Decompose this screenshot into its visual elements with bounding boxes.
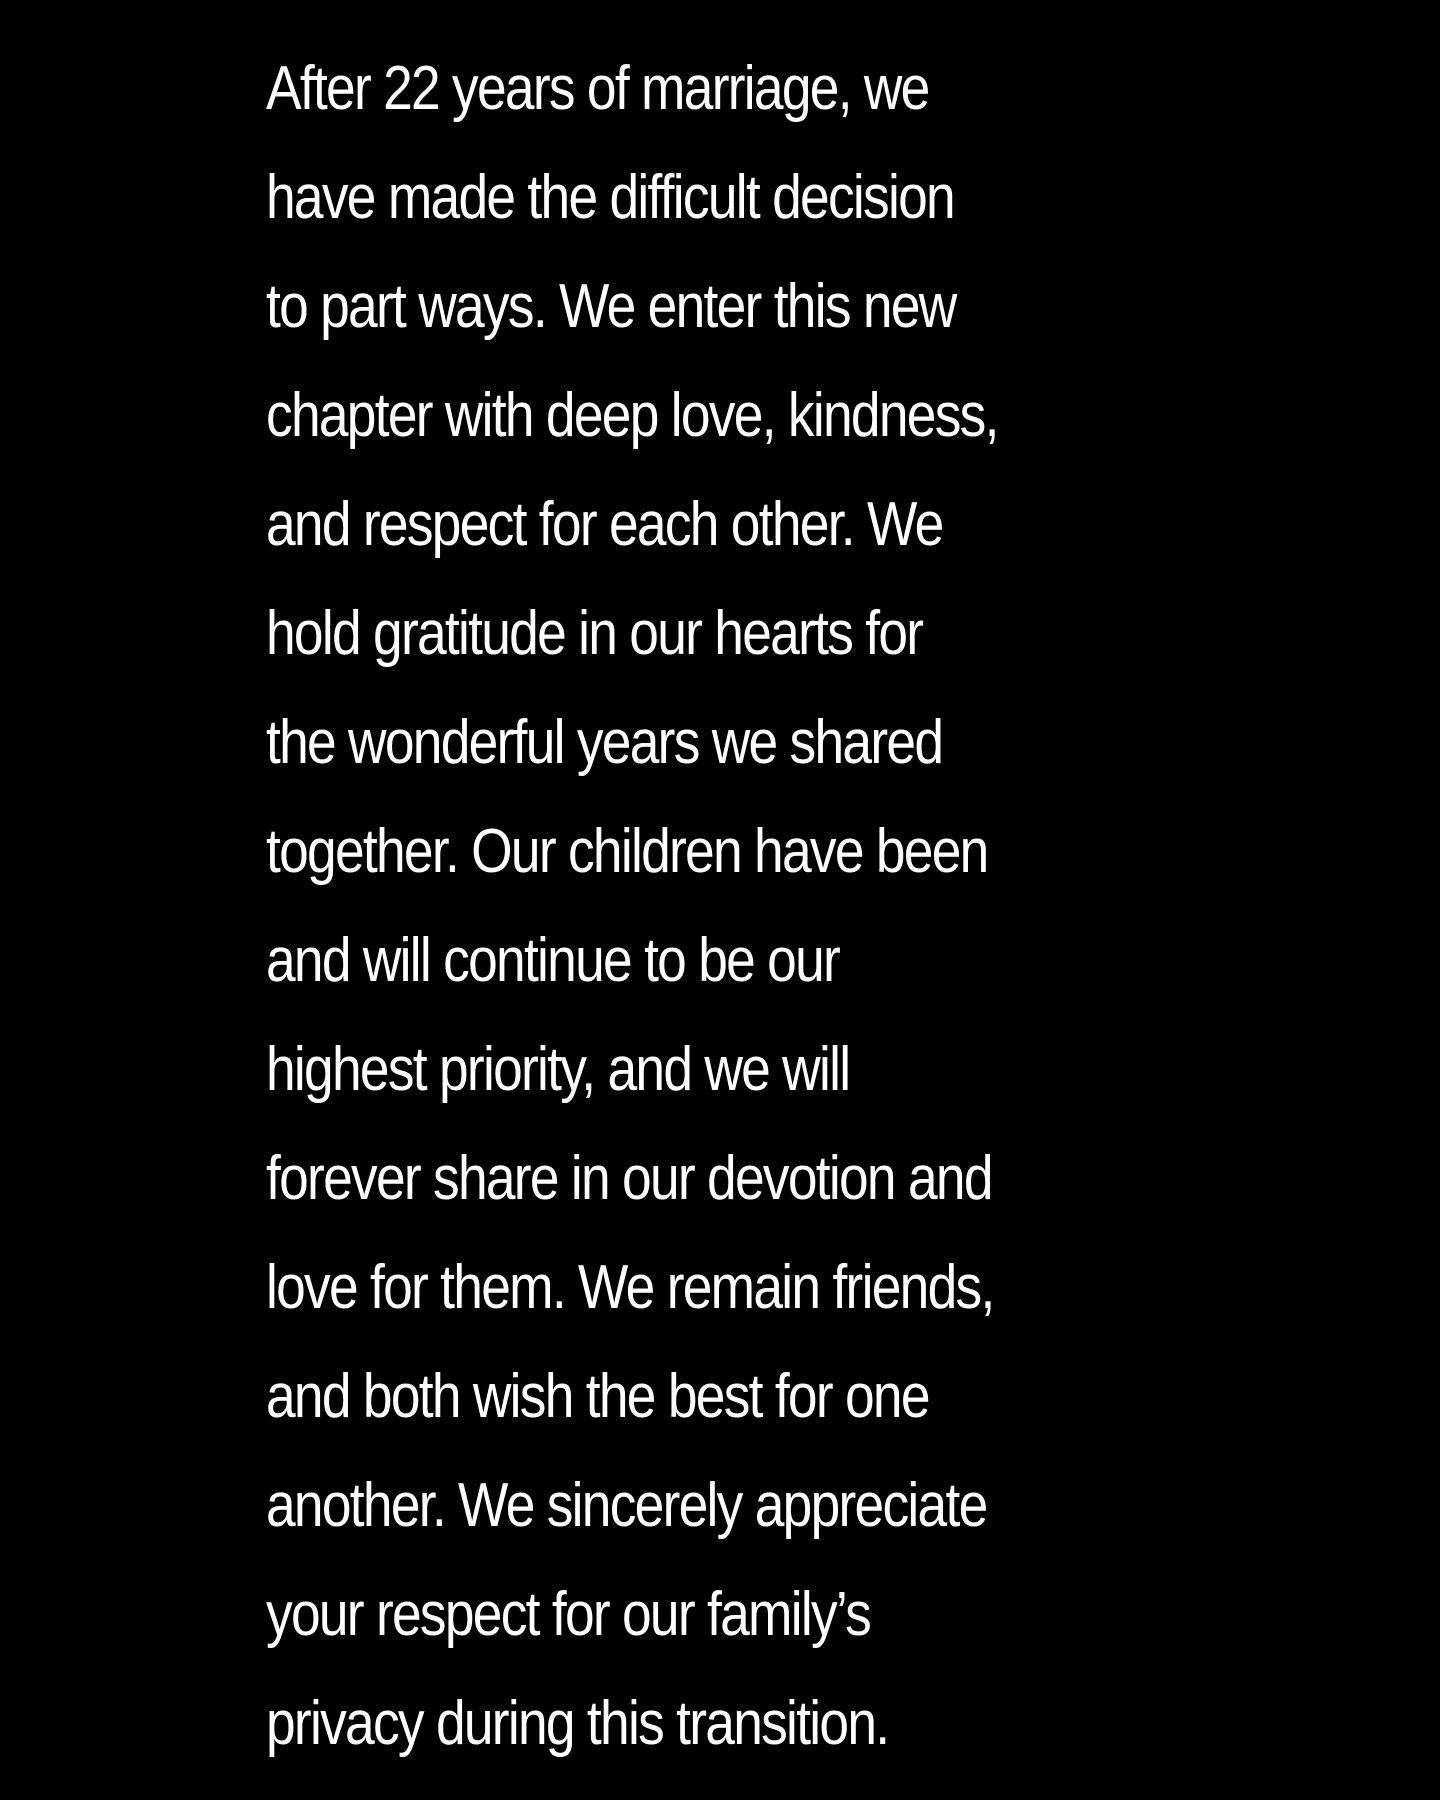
statement-line: your respect for our family’s — [266, 1580, 871, 1649]
statement-line: After 22 years of marriage, we — [266, 54, 929, 123]
statement-line: highest priority, and we will — [266, 1035, 850, 1104]
statement-line: to part ways. We enter this new — [266, 272, 956, 341]
statement-line: the wonderful years we shared — [266, 708, 943, 777]
statement-line: love for them. We remain friends, — [266, 1253, 994, 1322]
statement-line: and respect for each other. We — [266, 490, 943, 559]
statement-line: hold gratitude in our hearts for — [266, 599, 923, 668]
statement-line: forever share in our devotion and — [266, 1144, 992, 1213]
statement-line: chapter with deep love, kindness, — [266, 381, 998, 450]
statement-line: together. Our children have been — [266, 817, 988, 886]
statement-line: have made the difficult decision — [266, 163, 954, 232]
statement-text — [266, 34, 1266, 1778]
statement-line: and will continue to be our — [266, 926, 840, 995]
statement-line: privacy during this transition. — [266, 1689, 889, 1758]
statement-line: another. We sincerely appreciate — [266, 1471, 987, 1540]
statement-line: and both wish the best for one — [266, 1362, 929, 1431]
